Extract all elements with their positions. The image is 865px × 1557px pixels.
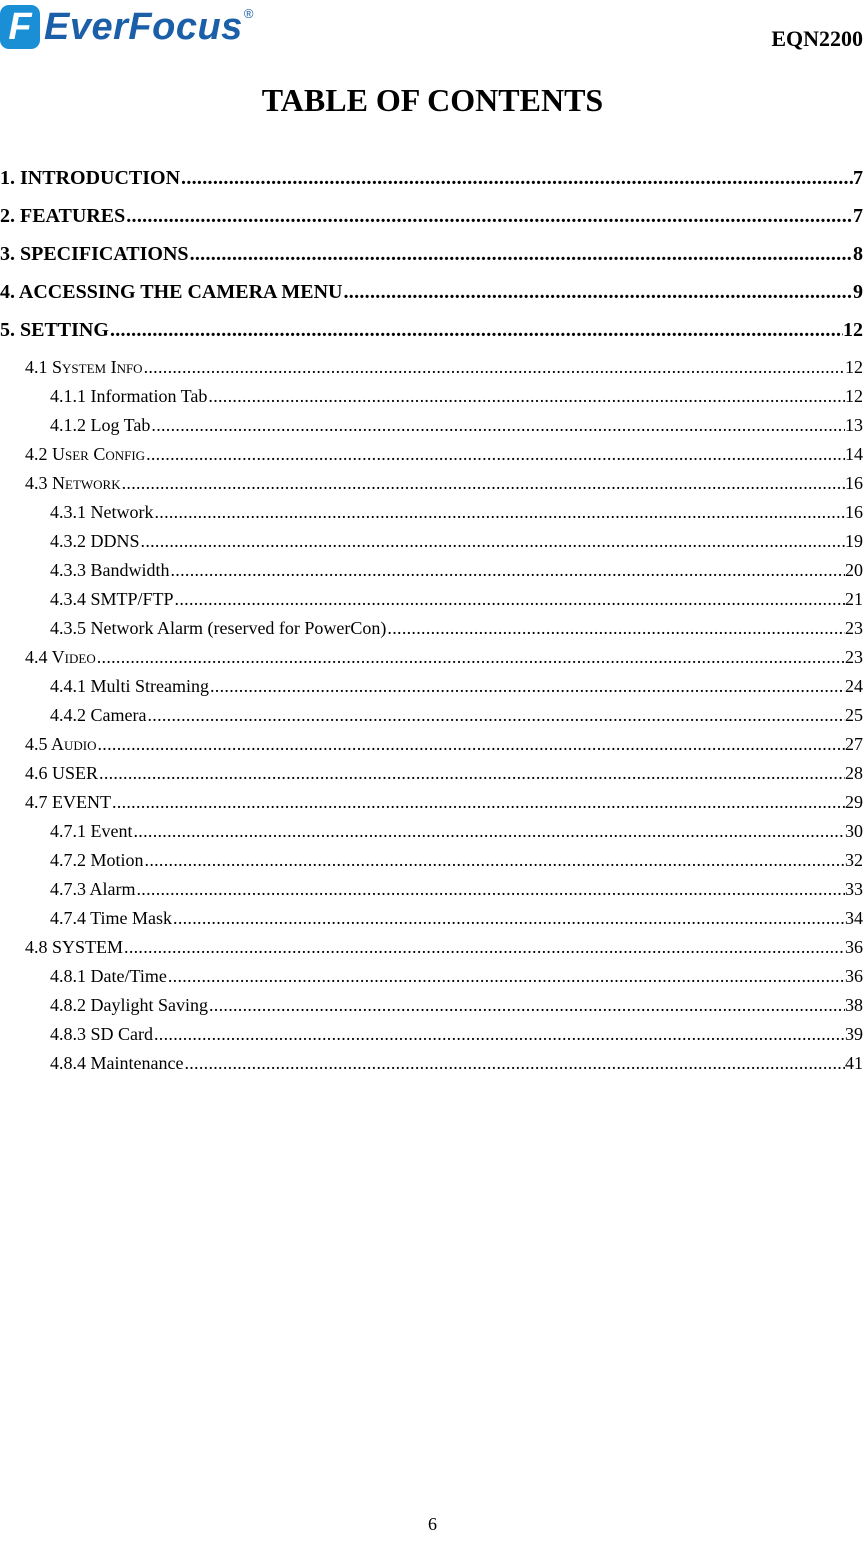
toc-entry[interactable] (0, 995, 863, 1024)
toc-dot-leader (209, 676, 845, 697)
toc-entry-label: 3. SPECIFICATIONS (0, 243, 189, 265)
toc-entry-page: 34 (845, 908, 863, 928)
toc-entry[interactable] (0, 167, 863, 205)
toc-entry-label: 4.3.3 Bandwidth (50, 560, 170, 580)
toc-entry[interactable] (0, 966, 863, 995)
toc-entry-page: 8 (853, 243, 863, 265)
toc-entry[interactable] (0, 205, 863, 243)
toc-dot-leader (167, 966, 845, 987)
toc-entry-label: 5. SETTING (0, 319, 109, 341)
logo-mark-icon: F (0, 5, 40, 49)
toc-entry[interactable] (0, 937, 863, 966)
toc-entry[interactable] (0, 560, 863, 589)
toc-entry[interactable] (0, 908, 863, 937)
toc-entry-page: 41 (845, 1053, 863, 1073)
toc-entry[interactable] (0, 734, 863, 763)
toc-entry-page: 14 (845, 444, 863, 464)
toc-dot-leader (144, 850, 845, 871)
toc-entry-page: 16 (845, 473, 863, 493)
toc-entry[interactable] (0, 705, 863, 734)
toc-entry[interactable] (0, 850, 863, 879)
toc-entry[interactable] (0, 821, 863, 850)
toc-entry-label: 4.3 Network (25, 473, 121, 493)
toc-entry[interactable] (0, 502, 863, 531)
toc-entry-label: 4.7.2 Motion (50, 850, 144, 870)
toc-dot-leader (123, 937, 845, 958)
toc-dot-leader (98, 763, 845, 784)
toc-entry[interactable] (0, 618, 863, 647)
toc-entry-label: 4.2 User Config (25, 444, 146, 464)
toc-entry-page: 39 (845, 1024, 863, 1044)
toc-dot-leader (109, 319, 843, 342)
toc-entry-label: 4. ACCESSING THE CAMERA MENU (0, 281, 343, 303)
toc-dot-leader (386, 618, 845, 639)
registered-mark: ® (243, 6, 254, 21)
toc-dot-leader (140, 531, 845, 552)
toc-entry[interactable] (0, 531, 863, 560)
model-number: EQN2200 (771, 26, 863, 51)
toc-entry-page: 12 (843, 319, 863, 341)
everfocus-logo (0, 4, 253, 50)
toc-dot-leader (170, 560, 846, 581)
toc-entry-label: 4.7.3 Alarm (50, 879, 136, 899)
toc-entry[interactable] (0, 589, 863, 618)
page-title: TABLE OF CONTENTS (261, 82, 604, 118)
toc-dot-leader (146, 705, 845, 726)
toc-entry[interactable] (0, 1053, 863, 1082)
toc-dot-leader (174, 589, 845, 610)
toc-entry-page: 24 (845, 676, 863, 696)
toc-entry[interactable] (0, 319, 863, 357)
toc-dot-leader (153, 1024, 845, 1045)
toc-dot-leader (133, 821, 846, 842)
toc-dot-leader (180, 167, 853, 190)
toc-entry[interactable] (0, 415, 863, 444)
toc-entry-label: 4.3.1 Network (50, 502, 154, 522)
toc-entry-label: 4.8 SYSTEM (25, 937, 124, 957)
logo-wordmark: EverFocus (44, 6, 243, 48)
toc-entry-label: 4.7.4 Time Mask (50, 908, 173, 928)
toc-dot-leader (189, 243, 853, 266)
toc-entry[interactable] (0, 386, 863, 415)
toc-dot-leader (143, 357, 845, 378)
toc-entry-page: 12 (845, 357, 863, 377)
table-of-contents (0, 167, 863, 1082)
toc-entry-label: 4.3.5 Network Alarm (reserved for PowerCon) (50, 618, 387, 638)
toc-entry[interactable] (0, 1024, 863, 1053)
toc-dot-leader (153, 502, 845, 523)
toc-entry[interactable] (0, 647, 863, 676)
toc-entry[interactable] (0, 792, 863, 821)
toc-entry-label: 4.3.2 DDNS (50, 531, 140, 551)
toc-entry-page: 38 (845, 995, 863, 1015)
toc-entry-page: 12 (845, 386, 863, 406)
toc-dot-leader (97, 734, 846, 755)
toc-entry-page: 19 (845, 531, 863, 551)
toc-dot-leader (145, 444, 845, 465)
toc-entry-label: 4.8.4 Maintenance (50, 1053, 184, 1073)
toc-entry-page: 16 (845, 502, 863, 522)
toc-entry-label: 4.1.1 Information Tab (50, 386, 208, 406)
toc-entry-page: 7 (853, 205, 863, 227)
toc-entry-label: 4.7 EVENT (25, 792, 111, 812)
toc-entry[interactable] (0, 473, 863, 502)
toc-entry[interactable] (0, 444, 863, 473)
toc-entry-page: 33 (845, 879, 863, 899)
toc-dot-leader (208, 995, 845, 1016)
toc-dot-leader (136, 879, 846, 900)
toc-dot-leader (172, 908, 845, 929)
toc-entry-page: 20 (845, 560, 863, 580)
toc-dot-leader (96, 647, 845, 668)
toc-dot-leader (150, 415, 845, 436)
toc-entry-label: 4.1 System Info (25, 357, 143, 377)
toc-entry-page: 36 (845, 937, 863, 957)
toc-dot-leader (111, 792, 845, 813)
toc-entry[interactable] (0, 357, 863, 386)
toc-entry-label: 4.4.2 Camera (50, 705, 147, 725)
toc-dot-leader (342, 281, 853, 304)
toc-entry-page: 36 (845, 966, 863, 986)
toc-dot-leader (207, 386, 845, 407)
toc-entry-label: 4.8.3 SD Card (50, 1024, 153, 1044)
toc-entry-label: 4.1.2 Log Tab (50, 415, 151, 435)
toc-entry-page: 9 (853, 281, 863, 303)
toc-entry[interactable] (0, 763, 863, 792)
toc-entry-page: 27 (845, 734, 863, 754)
toc-entry-label: 4.8.1 Date/Time (50, 966, 167, 986)
toc-entry-page: 29 (845, 792, 863, 812)
toc-entry-label: 4.7.1 Event (50, 821, 133, 841)
toc-entry-label: 4.3.4 SMTP/FTP (50, 589, 174, 609)
toc-entry-label: 4.8.2 Daylight Saving (50, 995, 208, 1015)
toc-entry[interactable] (0, 879, 863, 908)
toc-entry-label: 4.4.1 Multi Streaming (50, 676, 209, 696)
toc-dot-leader (125, 205, 853, 228)
toc-entry-page: 30 (845, 821, 863, 841)
toc-entry-page: 7 (853, 167, 863, 189)
toc-entry-page: 23 (845, 647, 863, 667)
toc-entry-label: 2. FEATURES (0, 205, 126, 227)
toc-dot-leader (183, 1053, 845, 1074)
toc-entry-label: 1. INTRODUCTION (0, 167, 181, 189)
toc-entry[interactable] (0, 676, 863, 705)
toc-entry-page: 25 (845, 705, 863, 725)
toc-entry-label: 4.6 USER (25, 763, 99, 783)
toc-entry-label: 4.5 Audio (25, 734, 97, 754)
toc-entry-label: 4.4 Video (25, 647, 96, 667)
toc-dot-leader (121, 473, 845, 494)
toc-entry-page: 13 (845, 415, 863, 435)
page-number: 6 (428, 1514, 437, 1534)
toc-entry[interactable] (0, 281, 863, 319)
toc-entry-page: 21 (845, 589, 863, 609)
toc-entry-page: 23 (845, 618, 863, 638)
toc-entry[interactable] (0, 243, 863, 281)
toc-entry-page: 32 (845, 850, 863, 870)
toc-entry-page: 28 (845, 763, 863, 783)
